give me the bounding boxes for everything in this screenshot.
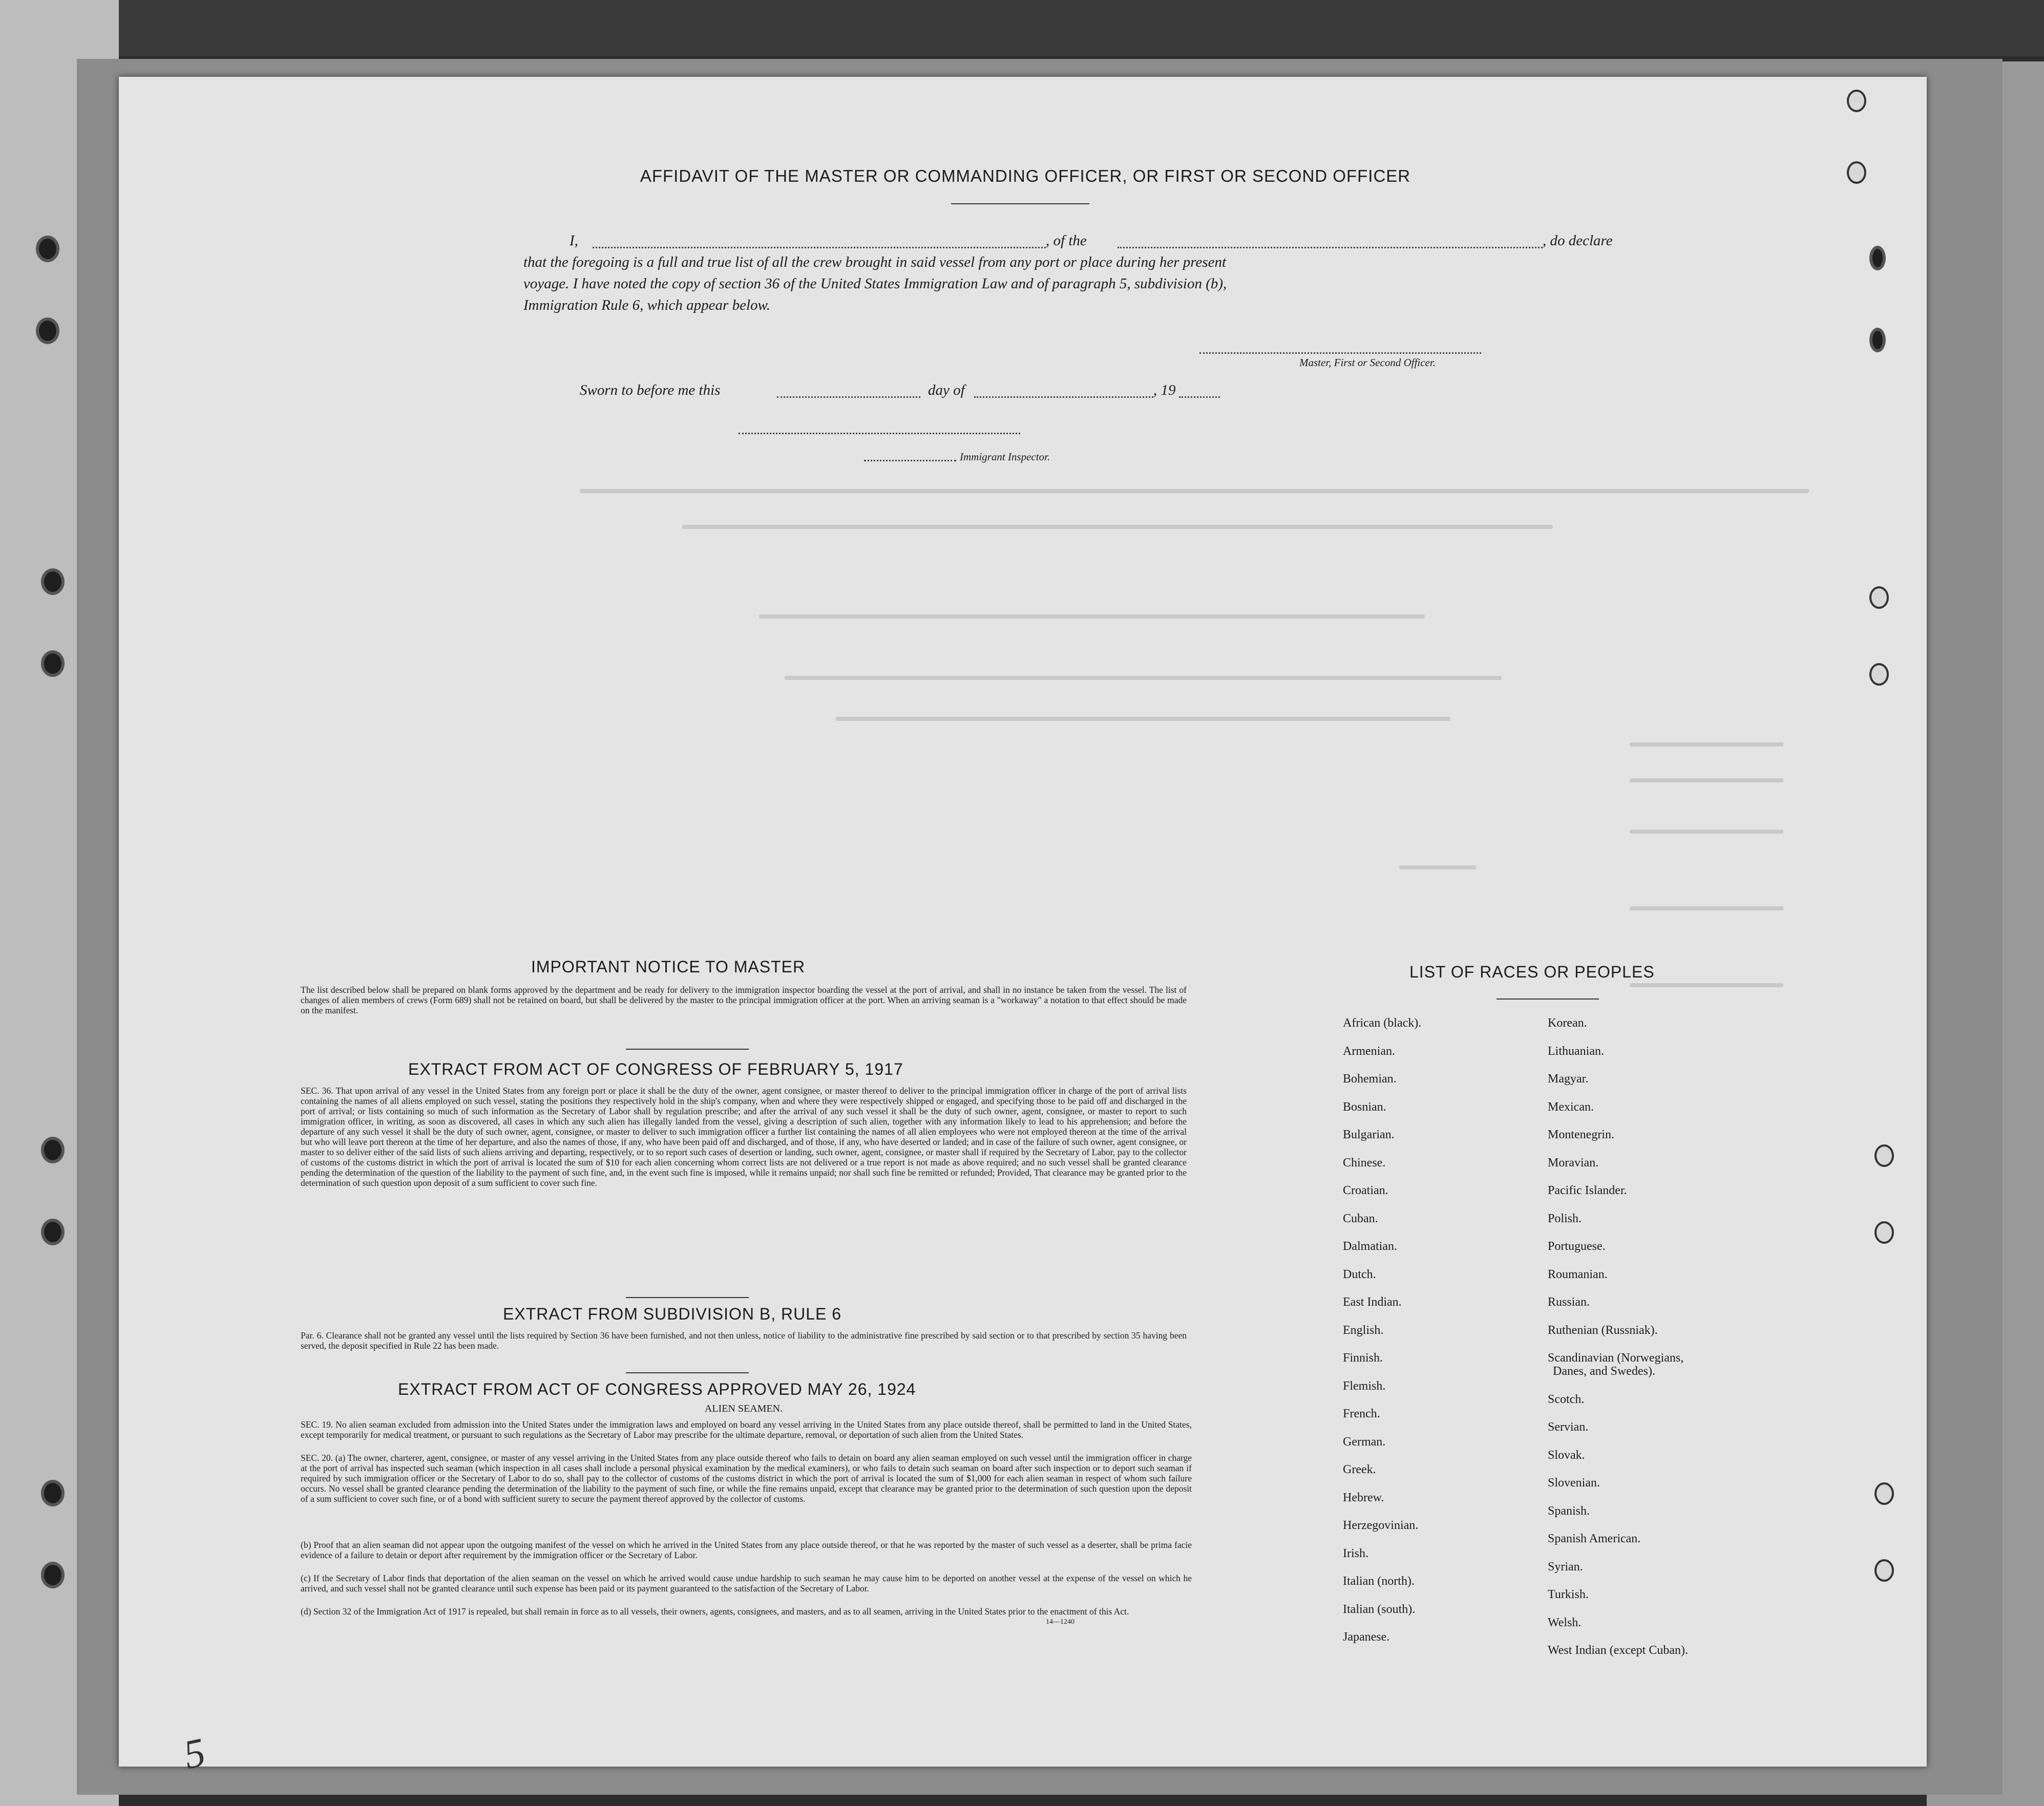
affidavit-line1-end: , do declare (1543, 232, 1613, 249)
affidavit-line3: voyage. I have noted the copy of section 36 of the United States Immigration Law and of paragraph 5, subdivision (b), (523, 275, 1227, 292)
binder-ring (1869, 586, 1889, 609)
race-item: Moravian. (1548, 1156, 1599, 1170)
bleed-through-mark (1630, 983, 1783, 987)
race-item: African (black). (1343, 1016, 1422, 1030)
scanner-background (0, 0, 2044, 56)
race-item: Roumanian. (1548, 1267, 1608, 1281)
race-item: Syrian. (1548, 1560, 1583, 1574)
race-item: Bulgarian. (1343, 1128, 1395, 1141)
race-item: Russian. (1548, 1295, 1590, 1309)
binder-ring (1874, 1144, 1894, 1167)
bleed-through-mark (1630, 742, 1783, 747)
race-item: Bohemian. (1343, 1072, 1397, 1086)
race-item: Slovenian. (1548, 1476, 1600, 1490)
extract-1924-sec20d: (d) Section 32 of the Immigration Act of 1917 is repealed, but shall remain in force as to all vessels, their owners, agents, consignees, and masters, and as to all seamen, arriving in the United States prior to the enactment of this Act. (301, 1606, 1129, 1617)
inspector-signature-line-2 (864, 460, 956, 461)
race-item: Portuguese. (1548, 1240, 1606, 1253)
section-rule (626, 1372, 749, 1373)
race-item: French. (1343, 1407, 1380, 1420)
race-item: Finnish. (1343, 1351, 1383, 1365)
race-item: Flemish. (1343, 1379, 1386, 1393)
binder-hole (41, 1562, 65, 1588)
inspector-signature-line (739, 433, 1020, 434)
race-item: Cuban. (1343, 1212, 1378, 1225)
extract-1924-sec20a: SEC. 20. (a) The owner, charterer, agent, consignee, or master of any vessel arriving in the United States from any place outside thereof who fails to detain on board any alien seaman employed on such vessel until the immigration officer in charge at the port of arrival has inspected such seaman (which inspection in all cases shall include a personal physical examination by the medical examiners), or who fails to detain such seaman on board after such inspection or to deport such seaman if required by such immigration officer or the Secretary of Labor to do so, shall pay to the collector of customs of the customs district in which the port of arrival is located the sum of $1,000 for each alien seaman in respect of whom such failure occurs. No vessel shall be granted clearance pending the determination of the liability to the payment of such fine, or while the fine remains unpaid, except that clearance may be granted prior to the determination of such question upon the deposit of a sum sufficient to cover such fine, or of a bond with sufficient surety to secure the payment thereof approved by the collector of customs. (301, 1453, 1192, 1504)
inspector-caption: Immigrant Inspector. (960, 451, 1050, 463)
race-item: Welsh. (1548, 1616, 1582, 1629)
sworn-day-blank (777, 396, 920, 398)
race-item: Korean. (1548, 1016, 1587, 1030)
binder-hole (1869, 246, 1886, 270)
extract-1917-title: EXTRACT FROM ACT OF CONGRESS OF FEBRUARY 5, 1917 (408, 1060, 903, 1078)
form-number: 14—1240 (1046, 1618, 1074, 1626)
races-title: LIST OF RACES OR PEOPLES (1409, 963, 1655, 981)
race-item: Italian (south). (1343, 1602, 1416, 1616)
extract-1924-sec19: SEC. 19. No alien seaman excluded from admission into the United States under the immigration laws and employed on board any vessel arriving in the United States from any place outside thereof, shall be permitted to land in the United States, except temporarily for medical treatment, or pursuant to such regulations as the Secretary of Labor may prescribe for the ultimate departure, removal, or deportation of such alien from the United States. (301, 1419, 1192, 1440)
race-item: Spanish American. (1548, 1532, 1641, 1545)
race-item: Scotch. (1548, 1392, 1585, 1406)
race-item: Greek. (1343, 1463, 1376, 1476)
binder-hole (41, 568, 65, 595)
race-item: Ruthenian (Russniak). (1548, 1323, 1658, 1337)
master-caption: Master, First or Second Officer. (1299, 356, 1436, 369)
race-item: Italian (north). (1343, 1575, 1415, 1588)
binder-hole (41, 1219, 65, 1245)
bleed-through-mark (580, 489, 1809, 493)
rule6-title: EXTRACT FROM SUBDIVISION B, RULE 6 (503, 1305, 842, 1323)
sworn-year-blank (1179, 396, 1220, 398)
race-item: Dutch. (1343, 1267, 1376, 1281)
affidavit-line2: that the foregoing is a full and true list of all the crew brought in said vessel from any port or place during her present (523, 254, 1227, 270)
sworn-end: , 19 (1153, 382, 1176, 398)
sworn-mid: day of (928, 382, 965, 398)
race-item: Danes, and Swedes). (1553, 1365, 1655, 1378)
manifest-page (119, 77, 1927, 1767)
affidavit-title: AFFIDAVIT OF THE MASTER OR COMMANDING OFFICER, OR FIRST OR SECOND OFFICER (640, 166, 1411, 185)
binder-hole (1869, 328, 1886, 352)
bleed-through-mark (759, 614, 1425, 619)
race-item: Magyar. (1548, 1072, 1589, 1086)
title-rule (951, 203, 1089, 204)
binder-hole (41, 650, 65, 677)
bleed-through-mark (785, 676, 1502, 680)
race-item: Mexican. (1548, 1100, 1594, 1114)
race-item: Lithuanian. (1548, 1044, 1604, 1058)
sworn-start: Sworn to before me this (580, 382, 721, 398)
binder-ring (1874, 1221, 1894, 1244)
race-item: East Indian. (1343, 1295, 1402, 1309)
race-item: Turkish. (1548, 1588, 1589, 1601)
binder-ring (1874, 1559, 1894, 1582)
race-item: Irish. (1343, 1546, 1368, 1560)
race-item: Spanish. (1548, 1504, 1590, 1518)
notice-body: The list described below shall be prepared on blank forms approved by the department and be ready for delivery to the immigration inspector boarding the vessel at the port of arrival, and shall in no instance be taken from the vessel. The list of changes of alien members of crews (Form 689) shall not be retained on board, but shall be delivered by the master to the principal immigration officer at the port. When an arriving seaman is a "workaway" a notation to that effect should be made on the manifest. (301, 985, 1187, 1015)
race-item: Servian. (1548, 1420, 1589, 1434)
race-item: Dalmatian. (1343, 1240, 1397, 1253)
binder-hole (36, 317, 59, 344)
race-item: Scandinavian (Norwegians, (1548, 1351, 1684, 1365)
extract-1924-sec20b: (b) Proof that an alien seaman did not appear upon the outgoing manifest of the vessel on which he arrived in the United States from any place outside thereof, or that he was reported by the master of such vessel as a deserter, shall be prima facie evidence of a failure to detain or deport after requirement by the immigration officer or the Secretary of Labor. (301, 1540, 1192, 1560)
binder-hole (36, 236, 59, 262)
section-rule (626, 1297, 749, 1298)
bleed-through-mark (682, 525, 1553, 529)
master-signature-line (1199, 352, 1481, 354)
bleed-through-mark (989, 717, 1450, 721)
binder-ring (1847, 90, 1866, 112)
race-item: Bosnian. (1343, 1100, 1386, 1114)
bleed-through-mark (1630, 778, 1783, 782)
vessel-blank (1118, 247, 1543, 248)
binder-hole (41, 1137, 65, 1163)
bleed-through-mark (1399, 865, 1476, 869)
race-item: Polish. (1548, 1212, 1582, 1225)
race-item: Herzegovinian. (1343, 1519, 1419, 1532)
race-item: Montenegrin. (1548, 1128, 1614, 1141)
binder-ring (1847, 161, 1866, 184)
notice-title: IMPORTANT NOTICE TO MASTER (531, 958, 806, 976)
extract-1924-title: EXTRACT FROM ACT OF CONGRESS APPROVED MAY 26, 1924 (398, 1380, 916, 1398)
races-rule (1497, 998, 1599, 1000)
race-item: Chinese. (1343, 1156, 1386, 1170)
rule6-body: Par. 6. Clearance shall not be granted any vessel until the lists required by Section 36 have been furnished, and not then unless, notice of liability to the administrative fine prescribed by said section or to that prescribed by section 35 having been served, the deposit specified in Rule 22 has been made. (301, 1330, 1187, 1351)
bleed-through-mark (1630, 830, 1783, 834)
race-item: Slovak. (1548, 1448, 1585, 1462)
name-blank (593, 247, 1046, 248)
extract-1917-body: SEC. 36. That upon arrival of any vessel in the United States from any foreign port or place it shall be the duty of the owner, agent consignee, or master thereof to deliver to the principal immigration officer in charge of the port of arrival lists containing the names of all aliens employed on such vessel, stating the positions they respectively hold in the ship's company, when and where they were respectively shipped or engaged, and specifying those to be paid off and discharged in the port of arrival; or lists containing so much of such information as the Secretary of Labor shall by regulation prescribe; and after the arrival of any such vessel it shall be the duty of such owner, agent, consignee, or master to report to such immigration officer, in writing, as soon as discovered, all cases in which any such alien has illegally landed from the vessel, giving a description of such alien, together with any information likely to lead to his apprehension; and before the departure of any such vessel it shall be the duty of such owner, agent, consignee, or master to deliver to such immigration officer a further list containing the names of all alien employees who were not employed thereon at the time of the arrival but who will leave port thereon at the time of her departure, and also the names of those, if any, who have been paid off and discharged, and of those, if any, who have deserted or landed; and in case of the failure of such owner, agent consignee, or master to so deliver either of the said lists of such aliens arriving and departing, respectively, or to so report such cases of desertion or landing, such owner, agent, consignee, or master shall if required by the Secretary of Labor, pay to the collector of customs of the customs district in which the port of arrival is located the sum of $10 for each alien concerning whom correct lists are not delivered or a true report is not made as above required; and no such vessel shall be granted clearance pending the determination of the question of the liability to the payment of such fine, and, in the event such fine is imposed, while it remains unpaid; nor shall such fine be remitted or refunded; Provided, That clearance may be granted prior to the determination of such question upon deposit of a sum sufficient to cover such fine. (301, 1086, 1187, 1188)
race-item: West Indian (except Cuban). (1548, 1644, 1688, 1657)
binder-ring (1874, 1482, 1894, 1505)
race-item: Armenian. (1343, 1044, 1395, 1058)
bleed-through-mark (1630, 906, 1783, 910)
section-rule (626, 1049, 749, 1050)
sworn-month-blank (974, 396, 1153, 398)
race-item: Croatian. (1343, 1184, 1388, 1197)
race-item: English. (1343, 1323, 1384, 1337)
race-item: Pacific Islander. (1548, 1184, 1627, 1197)
affidavit-line1-start: I, (570, 232, 578, 249)
race-item: Hebrew. (1343, 1491, 1384, 1504)
binder-ring (1869, 663, 1889, 686)
race-item: Japanese. (1343, 1630, 1390, 1644)
affidavit-line4: Immigration Rule 6, which appear below. (523, 297, 770, 313)
binder-hole (41, 1480, 65, 1506)
extract-1924-subtitle: ALIEN SEAMEN. (704, 1403, 783, 1414)
affidavit-line1-mid: , of the (1046, 232, 1087, 249)
race-item: German. (1343, 1435, 1386, 1449)
margin-mark: 5 (180, 1729, 209, 1778)
extract-1924-sec20c: (c) If the Secretary of Labor finds that deportation of the alien seaman on the vessel on which he arrived would cause undue hardship to such seaman he may cause him to be deported on another vessel at the expense of the vessel on which he arrived, and such vessel shall not be granted clearance until such expense has been paid or its payment guaranteed to the satisfaction of the Secretary of Labor. (301, 1573, 1192, 1593)
